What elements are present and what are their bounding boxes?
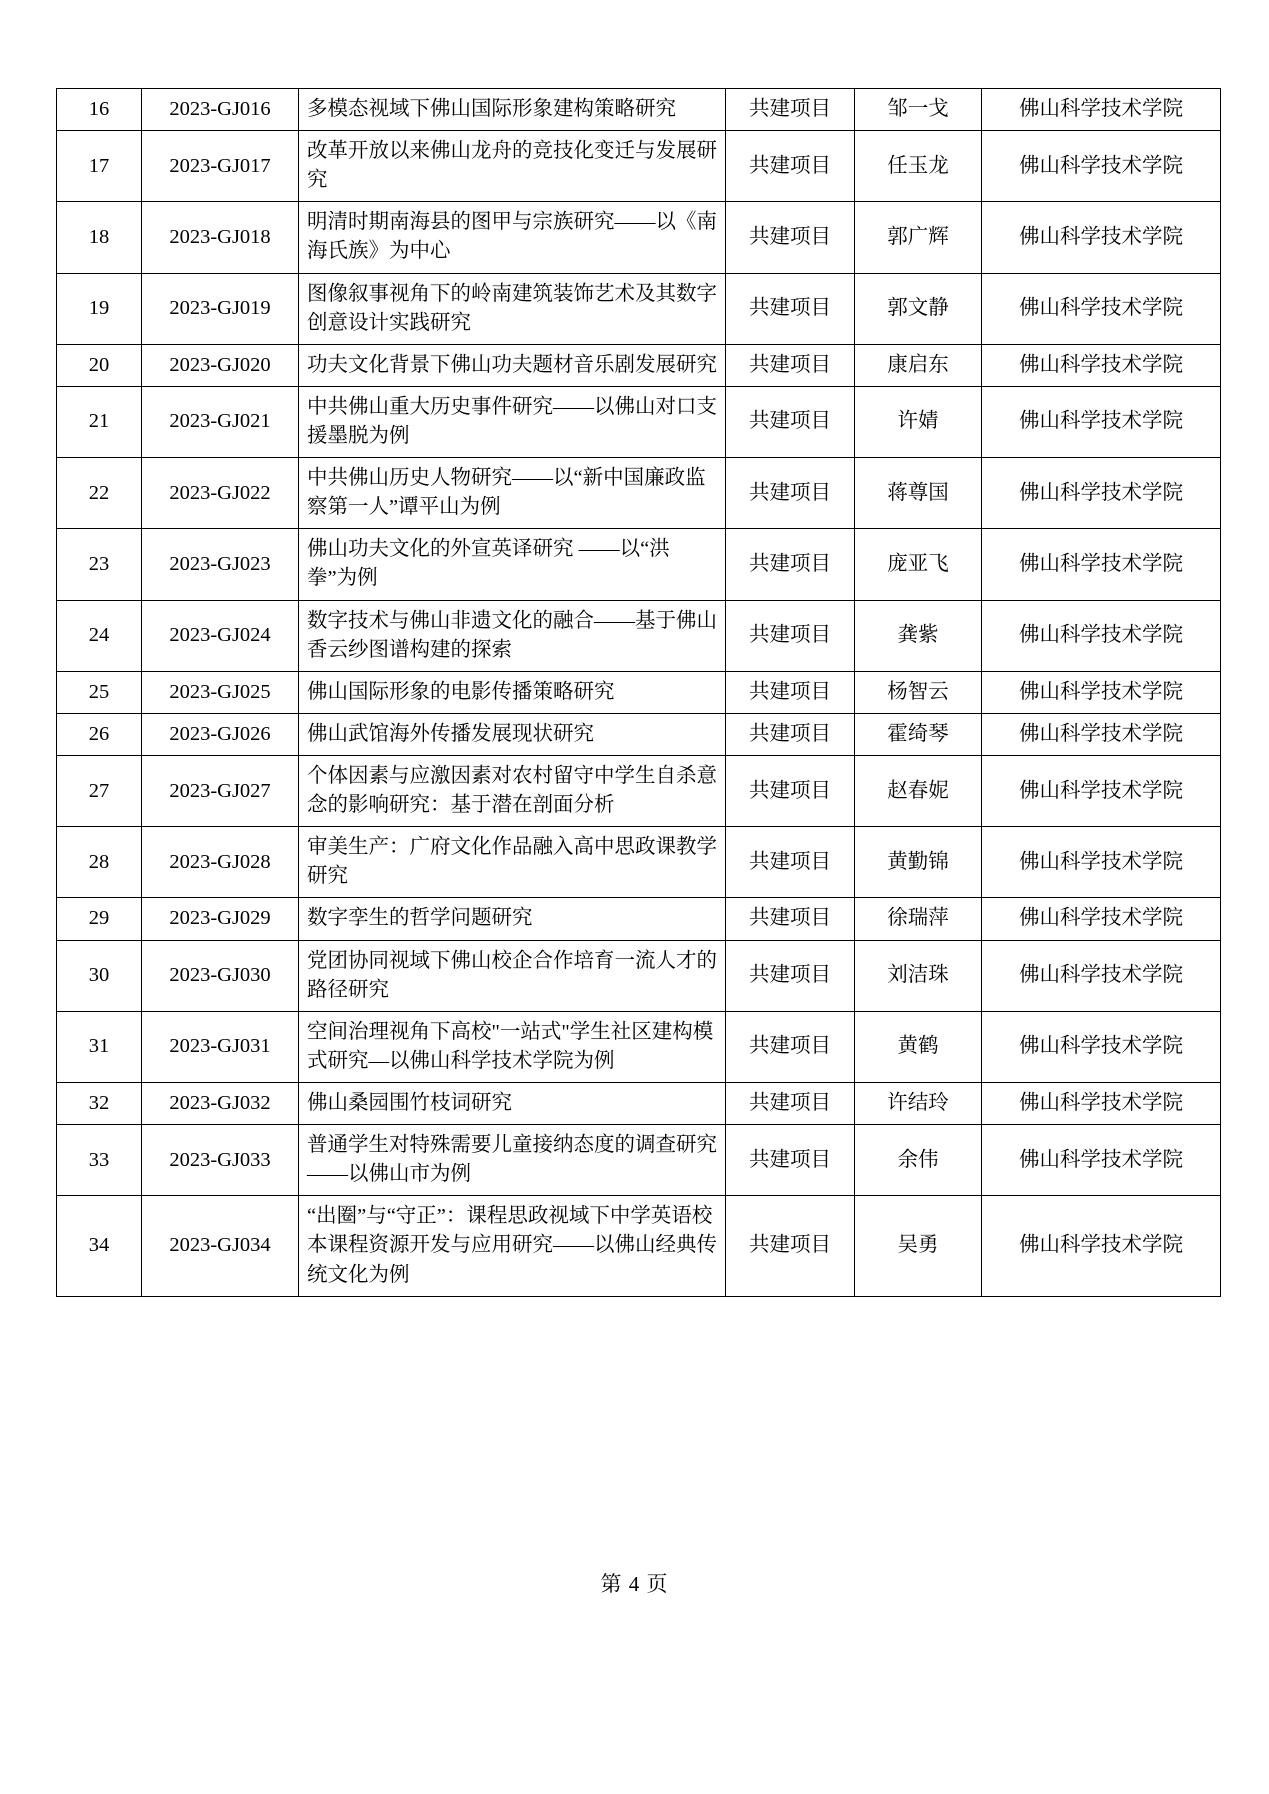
page-footer: 第 4 页 [600, 1572, 669, 1596]
project-leader: 郭文静 [855, 273, 982, 344]
table-row [57, 755, 1221, 826]
row-number: 28 [57, 827, 142, 898]
project-leader: 徐瑞萍 [855, 898, 982, 940]
project-type: 共建项目 [726, 131, 855, 202]
project-leader: 康启东 [855, 344, 982, 386]
project-leader: 刘洁珠 [855, 940, 982, 1011]
project-title: 改革开放以来佛山龙舟的竞技化变迁与发展研究 [299, 131, 726, 202]
project-title: 多模态视域下佛山国际形象建构策略研究 [299, 89, 726, 131]
project-organization: 佛山科学技术学院 [982, 344, 1221, 386]
project-leader: 龚紫 [855, 600, 982, 671]
table-row [57, 1196, 1221, 1296]
project-leader: 赵春妮 [855, 755, 982, 826]
row-number: 31 [57, 1011, 142, 1082]
project-type: 共建项目 [726, 529, 855, 600]
project-organization: 佛山科学技术学院 [982, 671, 1221, 713]
row-number: 22 [57, 458, 142, 529]
row-number: 16 [57, 89, 142, 131]
table-row [57, 1082, 1221, 1124]
row-number: 18 [57, 202, 142, 273]
project-type: 共建项目 [726, 755, 855, 826]
project-code: 2023-GJ024 [142, 600, 299, 671]
project-organization: 佛山科学技术学院 [982, 529, 1221, 600]
project-title: 中共佛山重大历史事件研究——以佛山对口支援墨脱为例 [299, 386, 726, 457]
project-title: 功夫文化背景下佛山功夫题材音乐剧发展研究 [299, 344, 726, 386]
project-code: 2023-GJ025 [142, 671, 299, 713]
project-title: 普通学生对特殊需要儿童接纳态度的调查研究——以佛山市为例 [299, 1125, 726, 1196]
project-type: 共建项目 [726, 202, 855, 273]
project-title: 佛山国际形象的电影传播策略研究 [299, 671, 726, 713]
project-code: 2023-GJ026 [142, 713, 299, 755]
project-code: 2023-GJ020 [142, 344, 299, 386]
project-code: 2023-GJ022 [142, 458, 299, 529]
project-organization: 佛山科学技术学院 [982, 1082, 1221, 1124]
project-title: “出圈”与“守正”：课程思政视域下中学英语校本课程资源开发与应用研究——以佛山经典传统文化为例 [299, 1196, 726, 1296]
row-number: 19 [57, 273, 142, 344]
project-code: 2023-GJ030 [142, 940, 299, 1011]
table-row [57, 273, 1221, 344]
table-row [57, 458, 1221, 529]
project-leader: 吴勇 [855, 1196, 982, 1296]
table-row [57, 898, 1221, 940]
project-leader: 黄勤锦 [855, 827, 982, 898]
project-code: 2023-GJ018 [142, 202, 299, 273]
project-code: 2023-GJ033 [142, 1125, 299, 1196]
project-organization: 佛山科学技术学院 [982, 273, 1221, 344]
project-type: 共建项目 [726, 600, 855, 671]
project-type: 共建项目 [726, 713, 855, 755]
project-organization: 佛山科学技术学院 [982, 458, 1221, 529]
table-body [57, 89, 1221, 1297]
table-row [57, 202, 1221, 273]
project-organization: 佛山科学技术学院 [982, 898, 1221, 940]
project-leader: 任玉龙 [855, 131, 982, 202]
project-organization: 佛山科学技术学院 [982, 827, 1221, 898]
project-code: 2023-GJ023 [142, 529, 299, 600]
project-organization: 佛山科学技术学院 [982, 940, 1221, 1011]
table-row [57, 713, 1221, 755]
project-code: 2023-GJ016 [142, 89, 299, 131]
table-row [57, 827, 1221, 898]
project-organization: 佛山科学技术学院 [982, 713, 1221, 755]
project-type: 共建项目 [726, 898, 855, 940]
project-type: 共建项目 [726, 827, 855, 898]
project-organization: 佛山科学技术学院 [982, 1125, 1221, 1196]
row-number: 27 [57, 755, 142, 826]
project-leader: 庞亚飞 [855, 529, 982, 600]
project-title: 个体因素与应激因素对农村留守中学生自杀意念的影响研究：基于潜在剖面分析 [299, 755, 726, 826]
project-leader: 黄鹤 [855, 1011, 982, 1082]
row-number: 26 [57, 713, 142, 755]
table-row [57, 1125, 1221, 1196]
table-row [57, 344, 1221, 386]
row-number: 32 [57, 1082, 142, 1124]
project-type: 共建项目 [726, 344, 855, 386]
row-number: 25 [57, 671, 142, 713]
project-leader: 霍绮琴 [855, 713, 982, 755]
project-title: 数字技术与佛山非遗文化的融合——基于佛山香云纱图谱构建的探索 [299, 600, 726, 671]
project-organization: 佛山科学技术学院 [982, 1011, 1221, 1082]
project-type: 共建项目 [726, 1196, 855, 1296]
project-code: 2023-GJ019 [142, 273, 299, 344]
project-leader: 郭广辉 [855, 202, 982, 273]
row-number: 33 [57, 1125, 142, 1196]
table-row [57, 671, 1221, 713]
project-list-table [56, 88, 1221, 1297]
project-organization: 佛山科学技术学院 [982, 202, 1221, 273]
project-type: 共建项目 [726, 1011, 855, 1082]
project-title: 审美生产：广府文化作品融入高中思政课教学研究 [299, 827, 726, 898]
table-row [57, 386, 1221, 457]
table-row [57, 940, 1221, 1011]
project-code: 2023-GJ034 [142, 1196, 299, 1296]
project-title: 党团协同视域下佛山校企合作培育一流人才的路径研究 [299, 940, 726, 1011]
project-title: 数字孪生的哲学问题研究 [299, 898, 726, 940]
project-code: 2023-GJ021 [142, 386, 299, 457]
row-number: 23 [57, 529, 142, 600]
row-number: 20 [57, 344, 142, 386]
project-code: 2023-GJ017 [142, 131, 299, 202]
table-row [57, 89, 1221, 131]
row-number: 30 [57, 940, 142, 1011]
project-title: 空间治理视角下高校"一站式"学生社区建构模式研究—以佛山科学技术学院为例 [299, 1011, 726, 1082]
project-leader: 邹一戈 [855, 89, 982, 131]
project-type: 共建项目 [726, 89, 855, 131]
project-type: 共建项目 [726, 386, 855, 457]
project-organization: 佛山科学技术学院 [982, 600, 1221, 671]
project-leader: 许婧 [855, 386, 982, 457]
project-title: 中共佛山历史人物研究——以“新中国廉政监察第一人”谭平山为例 [299, 458, 726, 529]
table-row [57, 1011, 1221, 1082]
project-organization: 佛山科学技术学院 [982, 89, 1221, 131]
project-leader: 余伟 [855, 1125, 982, 1196]
project-organization: 佛山科学技术学院 [982, 1196, 1221, 1296]
project-title: 图像叙事视角下的岭南建筑装饰艺术及其数字创意设计实践研究 [299, 273, 726, 344]
row-number: 21 [57, 386, 142, 457]
project-code: 2023-GJ027 [142, 755, 299, 826]
project-organization: 佛山科学技术学院 [982, 131, 1221, 202]
project-type: 共建项目 [726, 940, 855, 1011]
table-row [57, 529, 1221, 600]
project-type: 共建项目 [726, 273, 855, 344]
row-number: 34 [57, 1196, 142, 1296]
row-number: 24 [57, 600, 142, 671]
project-type: 共建项目 [726, 671, 855, 713]
project-title: 明清时期南海县的图甲与宗族研究——以《南海氏族》为中心 [299, 202, 726, 273]
project-code: 2023-GJ032 [142, 1082, 299, 1124]
table-row [57, 600, 1221, 671]
project-type: 共建项目 [726, 1125, 855, 1196]
project-type: 共建项目 [726, 458, 855, 529]
row-number: 17 [57, 131, 142, 202]
project-organization: 佛山科学技术学院 [982, 386, 1221, 457]
project-title: 佛山桑园围竹枝词研究 [299, 1082, 726, 1124]
project-title: 佛山功夫文化的外宣英译研究 ——以“洪拳”为例 [299, 529, 726, 600]
table-row [57, 131, 1221, 202]
project-organization: 佛山科学技术学院 [982, 755, 1221, 826]
project-type: 共建项目 [726, 1082, 855, 1124]
project-leader: 蒋尊国 [855, 458, 982, 529]
project-code: 2023-GJ031 [142, 1011, 299, 1082]
project-code: 2023-GJ029 [142, 898, 299, 940]
row-number: 29 [57, 898, 142, 940]
project-code: 2023-GJ028 [142, 827, 299, 898]
project-leader: 许结玲 [855, 1082, 982, 1124]
project-leader: 杨智云 [855, 671, 982, 713]
project-title: 佛山武馆海外传播发展现状研究 [299, 713, 726, 755]
